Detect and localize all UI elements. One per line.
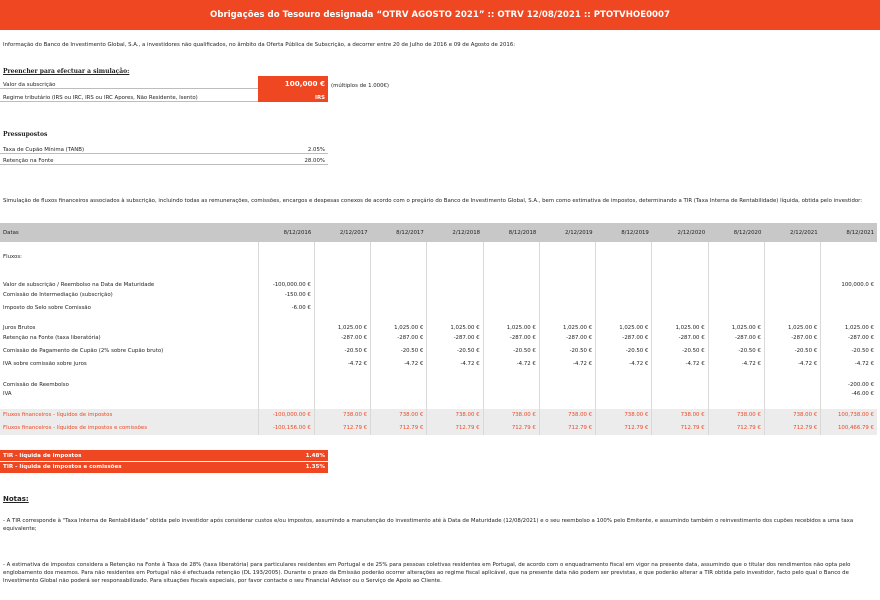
total-label: Fluxos financeiros - líquidos de impostos e comissões [0, 422, 258, 435]
flow-value [258, 314, 314, 331]
spacer-cell [821, 242, 877, 250]
flow-value: 1,025.00 € [764, 314, 820, 331]
spacer-cell [764, 242, 820, 250]
flow-value: -20.50 € [596, 344, 652, 357]
assumption-row [0, 153, 328, 164]
flow-value: -287.00 € [314, 331, 370, 344]
flow-label: Comissão de Intermediação (subscrição) [3, 291, 113, 298]
flow-value [427, 288, 483, 301]
flow-value [314, 301, 370, 314]
flow-value [764, 371, 820, 388]
assumption-value: 28.00% [258, 153, 328, 164]
spacer-cell [0, 242, 258, 250]
flow-value [427, 301, 483, 314]
flow-value: 1,025.00 € [483, 314, 539, 331]
table-row [0, 371, 877, 388]
tir-row [0, 462, 328, 474]
flow-value: -287.00 € [371, 331, 427, 344]
flow-value: -287.00 € [483, 331, 539, 344]
subscription-note: (múltiplos de 1.000€) [331, 82, 390, 89]
total-label: Fluxos financeiros - líquidos de impostos [0, 409, 258, 422]
total-value: 100,738.00 € [821, 409, 877, 422]
spacer-cell [652, 242, 708, 250]
flow-value: -20.50 € [652, 344, 708, 357]
flow-value [821, 288, 877, 301]
total-value: 712.79 € [596, 422, 652, 435]
flow-label: IVA sobre comissão sobre juros [3, 361, 87, 368]
spacer-cell [596, 401, 652, 409]
spacer-cell [258, 263, 314, 271]
total-value: 712.79 € [371, 422, 427, 435]
spacer-cell [596, 263, 652, 271]
flow-value: -20.50 € [427, 344, 483, 357]
flows-label: Fluxos: [3, 253, 22, 260]
simulation-form [0, 76, 408, 102]
tax-regime-row [0, 89, 408, 102]
table-row [0, 314, 877, 331]
total-value: 738.00 € [708, 409, 764, 422]
spacer-cell [539, 401, 595, 409]
assumption-row [0, 142, 328, 153]
flow-value [708, 288, 764, 301]
table-row [0, 288, 877, 301]
spacer-cell [483, 401, 539, 409]
total-value: 712.79 € [764, 422, 820, 435]
flow-value: -4.72 € [371, 357, 427, 370]
spacer-cell [314, 242, 370, 250]
date-header-cell: 8/12/2019 [596, 223, 652, 242]
flow-value: -20.50 € [821, 344, 877, 357]
flow-value: -4.72 € [483, 357, 539, 370]
flow-value [652, 271, 708, 288]
flow-value [258, 357, 314, 370]
intro-text: Informação do Banco de Investimento Global, S.A., a investidores não qualificados, no âmbito da Oferta Pública de Subscrição, a decorrer entre 20 de Julho de 2016 e 09 de Agosto de 2016: [3, 42, 516, 48]
flow-value [371, 371, 427, 388]
total-value: 738.00 € [427, 409, 483, 422]
spacer-cell [708, 242, 764, 250]
tax-regime-label: Regime tributário (IRS ou IRC, IRS ou IRC Apores, Não Residente, Isento) [0, 89, 258, 102]
spacer-cell [483, 263, 539, 271]
flow-value: -4.72 € [314, 357, 370, 370]
flow-value: -287.00 € [652, 331, 708, 344]
spacer-cell [764, 401, 820, 409]
flow-value [427, 271, 483, 288]
flow-label: Comissão de Reembolso [3, 381, 69, 388]
spacer-cell [314, 401, 370, 409]
flow-value: -287.00 € [821, 331, 877, 344]
flow-value [596, 301, 652, 314]
date-header-cell: 8/12/2018 [483, 223, 539, 242]
subscription-label: Valor da subscrição [0, 76, 258, 89]
subscription-input[interactable]: 100,000 € [258, 76, 328, 89]
flow-value [652, 371, 708, 388]
flow-value: 1,025.00 € [539, 314, 595, 331]
empty-cell [708, 250, 764, 263]
flow-value [764, 288, 820, 301]
flow-value: -287.00 € [427, 331, 483, 344]
total-value: 738.00 € [764, 409, 820, 422]
flow-value [821, 301, 877, 314]
spacer-cell [314, 263, 370, 271]
flow-label: Retenção na Fonte (taxa liberatória) [3, 334, 101, 341]
flow-value: 1,025.00 € [708, 314, 764, 331]
spacer-cell [483, 242, 539, 250]
total-row [0, 422, 877, 435]
flow-value: 1,025.00 € [314, 314, 370, 331]
total-value: 712.79 € [483, 422, 539, 435]
flow-value [314, 288, 370, 301]
flow-value [539, 271, 595, 288]
flow-value [539, 288, 595, 301]
total-value: 712.79 € [652, 422, 708, 435]
spacer-cell [652, 263, 708, 271]
flow-value: -20.50 € [539, 344, 595, 357]
spacer-cell [821, 263, 877, 271]
spacer-row [0, 401, 877, 409]
flow-value: 100,000.0 € [821, 271, 877, 288]
spacer-cell [652, 401, 708, 409]
flow-value [483, 371, 539, 388]
date-header-cell: 2/12/2021 [764, 223, 820, 242]
flow-value: -4.72 € [427, 357, 483, 370]
flow-value [652, 388, 708, 401]
total-value: -100,156.00 € [258, 422, 314, 435]
total-value: -100,000.00 € [258, 409, 314, 422]
flow-value: -20.50 € [314, 344, 370, 357]
flow-value [371, 388, 427, 401]
spacer-cell [764, 263, 820, 271]
flow-value [596, 271, 652, 288]
flow-value [652, 288, 708, 301]
total-value: 712.79 € [427, 422, 483, 435]
flow-value: -20.50 € [708, 344, 764, 357]
cashflow-table [0, 223, 877, 435]
flow-value [427, 388, 483, 401]
date-header-cell: 8/12/2016 [258, 223, 314, 242]
flow-value: 1,025.00 € [652, 314, 708, 331]
spacer-cell [708, 401, 764, 409]
table-row [0, 357, 877, 370]
table-row [0, 388, 877, 401]
flow-value: -4.72 € [708, 357, 764, 370]
spacer-cell [427, 263, 483, 271]
spacer-cell [258, 242, 314, 250]
flow-value [708, 301, 764, 314]
flow-value [539, 388, 595, 401]
flow-value: 1,025.00 € [821, 314, 877, 331]
empty-cell [258, 250, 314, 263]
spacer-cell [596, 242, 652, 250]
flow-value: -6.00 € [258, 301, 314, 314]
spacer-cell [821, 401, 877, 409]
note-item: - A TIR corresponde à "Taxa Interna de Rentabilidade" obtida pelo investidor após considerar custos e/ou impostos, assumindo a manutenção do investimento até à Data de Maturidade (12/08/2021) e o seu reembolso a 100% pelo Emitente, e assumindo também o reinvestimento dos cupões recebidos a uma taxa equivalente; [3, 518, 854, 532]
flow-value [314, 271, 370, 288]
spacer-cell [539, 263, 595, 271]
subscription-row [0, 76, 408, 89]
spacer-cell [427, 242, 483, 250]
table-row [0, 271, 877, 288]
flow-value: -46.00 € [821, 388, 877, 401]
tax-regime-input[interactable]: IRS [258, 89, 328, 102]
flow-value [596, 388, 652, 401]
total-value: 738.00 € [596, 409, 652, 422]
flow-value [708, 371, 764, 388]
total-value: 738.00 € [652, 409, 708, 422]
flow-value [371, 288, 427, 301]
date-header-cell: 8/12/2017 [371, 223, 427, 242]
tir-value: 1.48% [258, 450, 328, 462]
empty-cell [821, 250, 877, 263]
flow-value: -287.00 € [708, 331, 764, 344]
simulation-form-heading: Preencher para efectuar a simulação: [3, 68, 130, 75]
flow-label: Valor de subscrição / Reembolso na Data de Maturidade [3, 282, 155, 289]
flow-value [539, 371, 595, 388]
spacer-row [0, 263, 877, 271]
spacer-cell [258, 401, 314, 409]
flow-value [371, 301, 427, 314]
flow-value [258, 371, 314, 388]
empty-cell [371, 250, 427, 263]
flow-value [539, 301, 595, 314]
date-header-cell: 2/12/2018 [427, 223, 483, 242]
flow-label: Juros Brutos [3, 325, 36, 332]
flow-value: -4.72 € [764, 357, 820, 370]
tir-row [0, 450, 328, 462]
flow-value [708, 271, 764, 288]
flow-value: -4.72 € [539, 357, 595, 370]
flow-value [483, 271, 539, 288]
empty-cell [427, 250, 483, 263]
flow-value [708, 388, 764, 401]
assumption-label: Retenção na Fonte [0, 153, 258, 164]
flows-label-row [0, 250, 877, 263]
date-header-cell: 2/12/2020 [652, 223, 708, 242]
dates-label: Datas [0, 223, 258, 242]
date-header-cell: 8/12/2021 [821, 223, 877, 242]
flow-value [483, 288, 539, 301]
flow-value: -4.72 € [652, 357, 708, 370]
total-value: 738.00 € [539, 409, 595, 422]
empty-cell [764, 250, 820, 263]
assumption-label: Taxa de Cupão Mínima (TANB) [0, 142, 258, 153]
total-value: 738.00 € [483, 409, 539, 422]
flow-value: -150.00 € [258, 288, 314, 301]
table-row [0, 301, 877, 314]
page-title: Obrigações do Tesouro designada “OTRV AGOSTO 2021” :: OTRV 12/08/2021 :: PTOTVHOE0007 [0, 0, 880, 30]
total-value: 738.00 € [314, 409, 370, 422]
flow-value: -4.72 € [596, 357, 652, 370]
assumption-value: 2.05% [258, 142, 328, 153]
flow-value: -100,000.00 € [258, 271, 314, 288]
flow-value [258, 388, 314, 401]
flow-value [596, 288, 652, 301]
empty-cell [539, 250, 595, 263]
spacer-cell [371, 263, 427, 271]
flow-value [764, 271, 820, 288]
total-value: 738.00 € [371, 409, 427, 422]
flow-value: -20.50 € [483, 344, 539, 357]
flow-value: 1,025.00 € [427, 314, 483, 331]
total-value: 712.79 € [539, 422, 595, 435]
flow-value [483, 388, 539, 401]
spacer-cell [427, 401, 483, 409]
flow-value: 1,025.00 € [596, 314, 652, 331]
flow-value [652, 301, 708, 314]
flow-value [596, 371, 652, 388]
flow-value: -287.00 € [539, 331, 595, 344]
assumptions-table [0, 142, 328, 165]
tir-table [0, 450, 328, 474]
flow-label: IVA [3, 391, 12, 398]
dates-header-row [0, 223, 877, 242]
total-value: 712.79 € [708, 422, 764, 435]
empty-cell [483, 250, 539, 263]
total-value: 100,466.79 € [821, 422, 877, 435]
table-row [0, 344, 877, 357]
spacer-cell [0, 263, 258, 271]
flow-label: Comissão de Pagamento de Cupão (2% sobre Cupão bruto) [3, 347, 164, 354]
spacer-cell [371, 401, 427, 409]
total-value: 712.79 € [314, 422, 370, 435]
flow-value: -4.72 € [821, 357, 877, 370]
flow-value: -20.50 € [371, 344, 427, 357]
flow-value: -200.00 € [821, 371, 877, 388]
date-header-cell: 2/12/2017 [314, 223, 370, 242]
spacer-cell [371, 242, 427, 250]
simulation-description: Simulação de fluxos financeiros associados à subscrição, incluindo todas as remunerações, comissões, encargos e despesas conexos de acordo com o preçário do Banco de Investimento Global, S.A., bem como estimativa de impostos, determinando a TIR (Taxa Interna de Rentabilidade) líquida, obtida pelo investidor: [3, 198, 863, 204]
date-header-cell: 2/12/2019 [539, 223, 595, 242]
tir-value: 1.35% [258, 462, 328, 474]
flow-value [764, 301, 820, 314]
spacer-cell [539, 242, 595, 250]
flow-value: 1,025.00 € [371, 314, 427, 331]
spacer-cell [0, 401, 258, 409]
flow-value [314, 388, 370, 401]
flow-label: Imposto do Selo sobre Comissão [3, 304, 91, 311]
total-row [0, 409, 877, 422]
empty-cell [652, 250, 708, 263]
flow-value: -287.00 € [764, 331, 820, 344]
assumptions-heading: Pressupostos [3, 131, 48, 138]
flow-value [314, 371, 370, 388]
note-item: - A estimativa de impostos considera a Retenção na Fonte à Taxa de 28% (taxa liberatória) para particulares residentes em Portugal e de 25% para pessoas coletivas residentes em Portugal, de acordo com o enquadramento fiscal em vigor na presente data, assumindo que o titular dos rendimentos não opta pelo englobamento dos mesmos. Para não residentes em Portugal não é efectuada retenção (DL 193/2005). Durante o prazo da Emissão poderão ocorrer alterações ao regime fiscal aplicável, que na presente data não podem ser previstas, e que poderão alterar a TIR obtida pelo investidor, facto pelo qual o Banco de Investimento Global não poderá ser responsabilizado. Para situações fiscais especiais, por favor contacte o seu Financial Advisor ou o Serviço de Apoio ao Cliente. [3, 562, 851, 584]
empty-cell [314, 250, 370, 263]
spacer-row [0, 242, 877, 250]
date-header-cell: 8/12/2020 [708, 223, 764, 242]
flow-value [427, 371, 483, 388]
tir-label: TIR - líquida de impostos e comissões [0, 462, 258, 474]
flow-value: -287.00 € [596, 331, 652, 344]
spacer-cell [708, 263, 764, 271]
flow-value [483, 301, 539, 314]
table-row [0, 331, 877, 344]
flow-value [764, 388, 820, 401]
flow-value [258, 344, 314, 357]
empty-cell [596, 250, 652, 263]
notes-title: Notas: [3, 495, 29, 503]
flow-value [258, 331, 314, 344]
flow-value [371, 271, 427, 288]
flow-value: -20.50 € [764, 344, 820, 357]
tir-label: TIR - líquida de impostos [0, 450, 258, 462]
